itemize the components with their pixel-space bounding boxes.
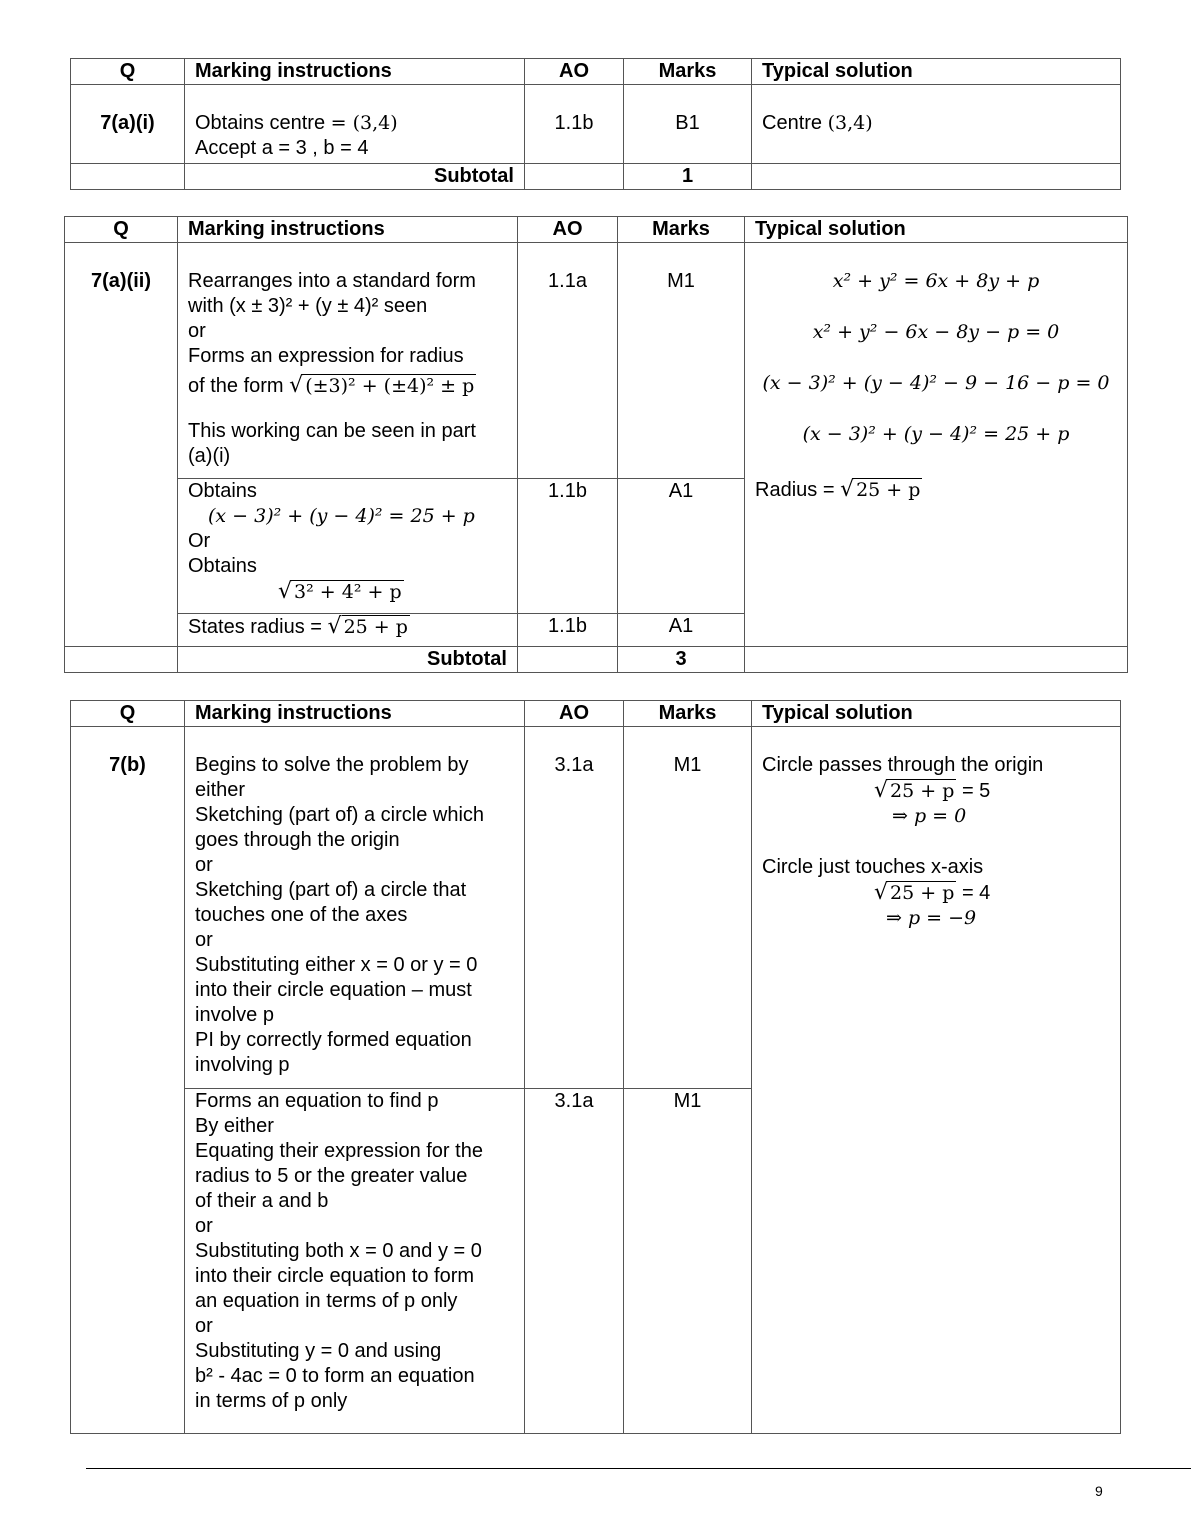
ao-value: 3.1a bbox=[525, 1089, 624, 1434]
marks-value: M1 bbox=[624, 1089, 752, 1434]
header-marks: Marks bbox=[624, 701, 752, 727]
marking-instruction: States radius = √ 25 + p bbox=[178, 614, 518, 647]
ao-value: 3.1a bbox=[525, 727, 624, 1089]
header-marking-instructions: Marking instructions bbox=[185, 701, 525, 727]
ao-value: 1.1b bbox=[518, 614, 618, 647]
ao-value: 1.1b bbox=[525, 85, 624, 164]
marking-instruction: Obtains (x − 3)² + (y − 4)² = 25 + p Or Obtains √ 3² + 4² + p bbox=[178, 479, 518, 614]
marks-value: A1 bbox=[618, 479, 745, 614]
page-number: 9 bbox=[1095, 1483, 1103, 1499]
marking-table-7ai bbox=[70, 58, 1121, 190]
marks-value: M1 bbox=[624, 727, 752, 1089]
footer-rule bbox=[86, 1468, 1191, 1469]
header-q: Q bbox=[71, 59, 185, 85]
header-ao: AO bbox=[525, 701, 624, 727]
header-marking-instructions: Marking instructions bbox=[185, 59, 525, 85]
header-typical-solution: Typical solution bbox=[745, 217, 1128, 243]
subtotal-label: Subtotal bbox=[178, 647, 518, 673]
header-q: Q bbox=[65, 217, 178, 243]
ao-value: 1.1a bbox=[518, 243, 618, 479]
typical-solution: x² + y² = 6x + 8y + p x² + y² − 6x − 8y − p = 0 (x − 3)² + (y − 4)² − 9 − 16 − p = 0 (x − 3)² + (y − 4)² = 25 + p Radius = √ 25 + p bbox=[745, 243, 1128, 647]
header-marks: Marks bbox=[624, 59, 752, 85]
header-q: Q bbox=[71, 701, 185, 727]
marking-instruction: Rearranges into a standard form with (x ± 3)² + (y ± 4)² seen or Forms an expression for radius of the form √ (±3)² + (±4)² ± p This working can be seen in part (a)(i) bbox=[178, 243, 518, 479]
marks-value: A1 bbox=[618, 614, 745, 647]
header-typical-solution: Typical solution bbox=[752, 59, 1121, 85]
question-number: 7(b) bbox=[71, 727, 185, 1434]
header-marking-instructions: Marking instructions bbox=[178, 217, 518, 243]
typical-solution: Circle passes through the origin √ 25 + p = 5 ⇒ p = 0 Circle just touches x-axis √ 25 + p = 4 ⇒ p = −9 bbox=[752, 727, 1121, 1434]
header-typical-solution: Typical solution bbox=[752, 701, 1121, 727]
question-number: 7(a)(ii) bbox=[65, 243, 178, 647]
subtotal-label: Subtotal bbox=[185, 164, 525, 190]
marks-value: B1 bbox=[624, 85, 752, 164]
question-number: 7(a)(i) bbox=[71, 85, 185, 164]
subtotal-marks: 1 bbox=[624, 164, 752, 190]
header-ao: AO bbox=[525, 59, 624, 85]
subtotal-marks: 3 bbox=[618, 647, 745, 673]
marking-instruction: Obtains centre = (3,4) Accept a = 3 , b = 4 bbox=[185, 85, 525, 164]
header-marks: Marks bbox=[618, 217, 745, 243]
marking-instruction: Forms an equation to find p By either Equating their expression for the radius to 5 or the greater value of their a and b or Substituting both x = 0 and y = 0 into their circle equation to form an equation in terms of p only or Substituting y = 0 and using b² - 4ac = 0 to form an equation in terms of p only bbox=[185, 1089, 525, 1434]
typical-solution: Centre (3,4) bbox=[752, 85, 1121, 164]
marking-table-7b bbox=[70, 700, 1121, 1434]
ao-value: 1.1b bbox=[518, 479, 618, 614]
marking-table-7aii bbox=[64, 216, 1128, 673]
marking-instruction: Begins to solve the problem by either Sketching (part of) a circle which goes through the origin or Sketching (part of) a circle that touches one of the axes or Substituting either x = 0 or y = 0 into their circle equation – must involve p PI by correctly formed equation involving p bbox=[185, 727, 525, 1089]
header-ao: AO bbox=[518, 217, 618, 243]
marks-value: M1 bbox=[618, 243, 745, 479]
